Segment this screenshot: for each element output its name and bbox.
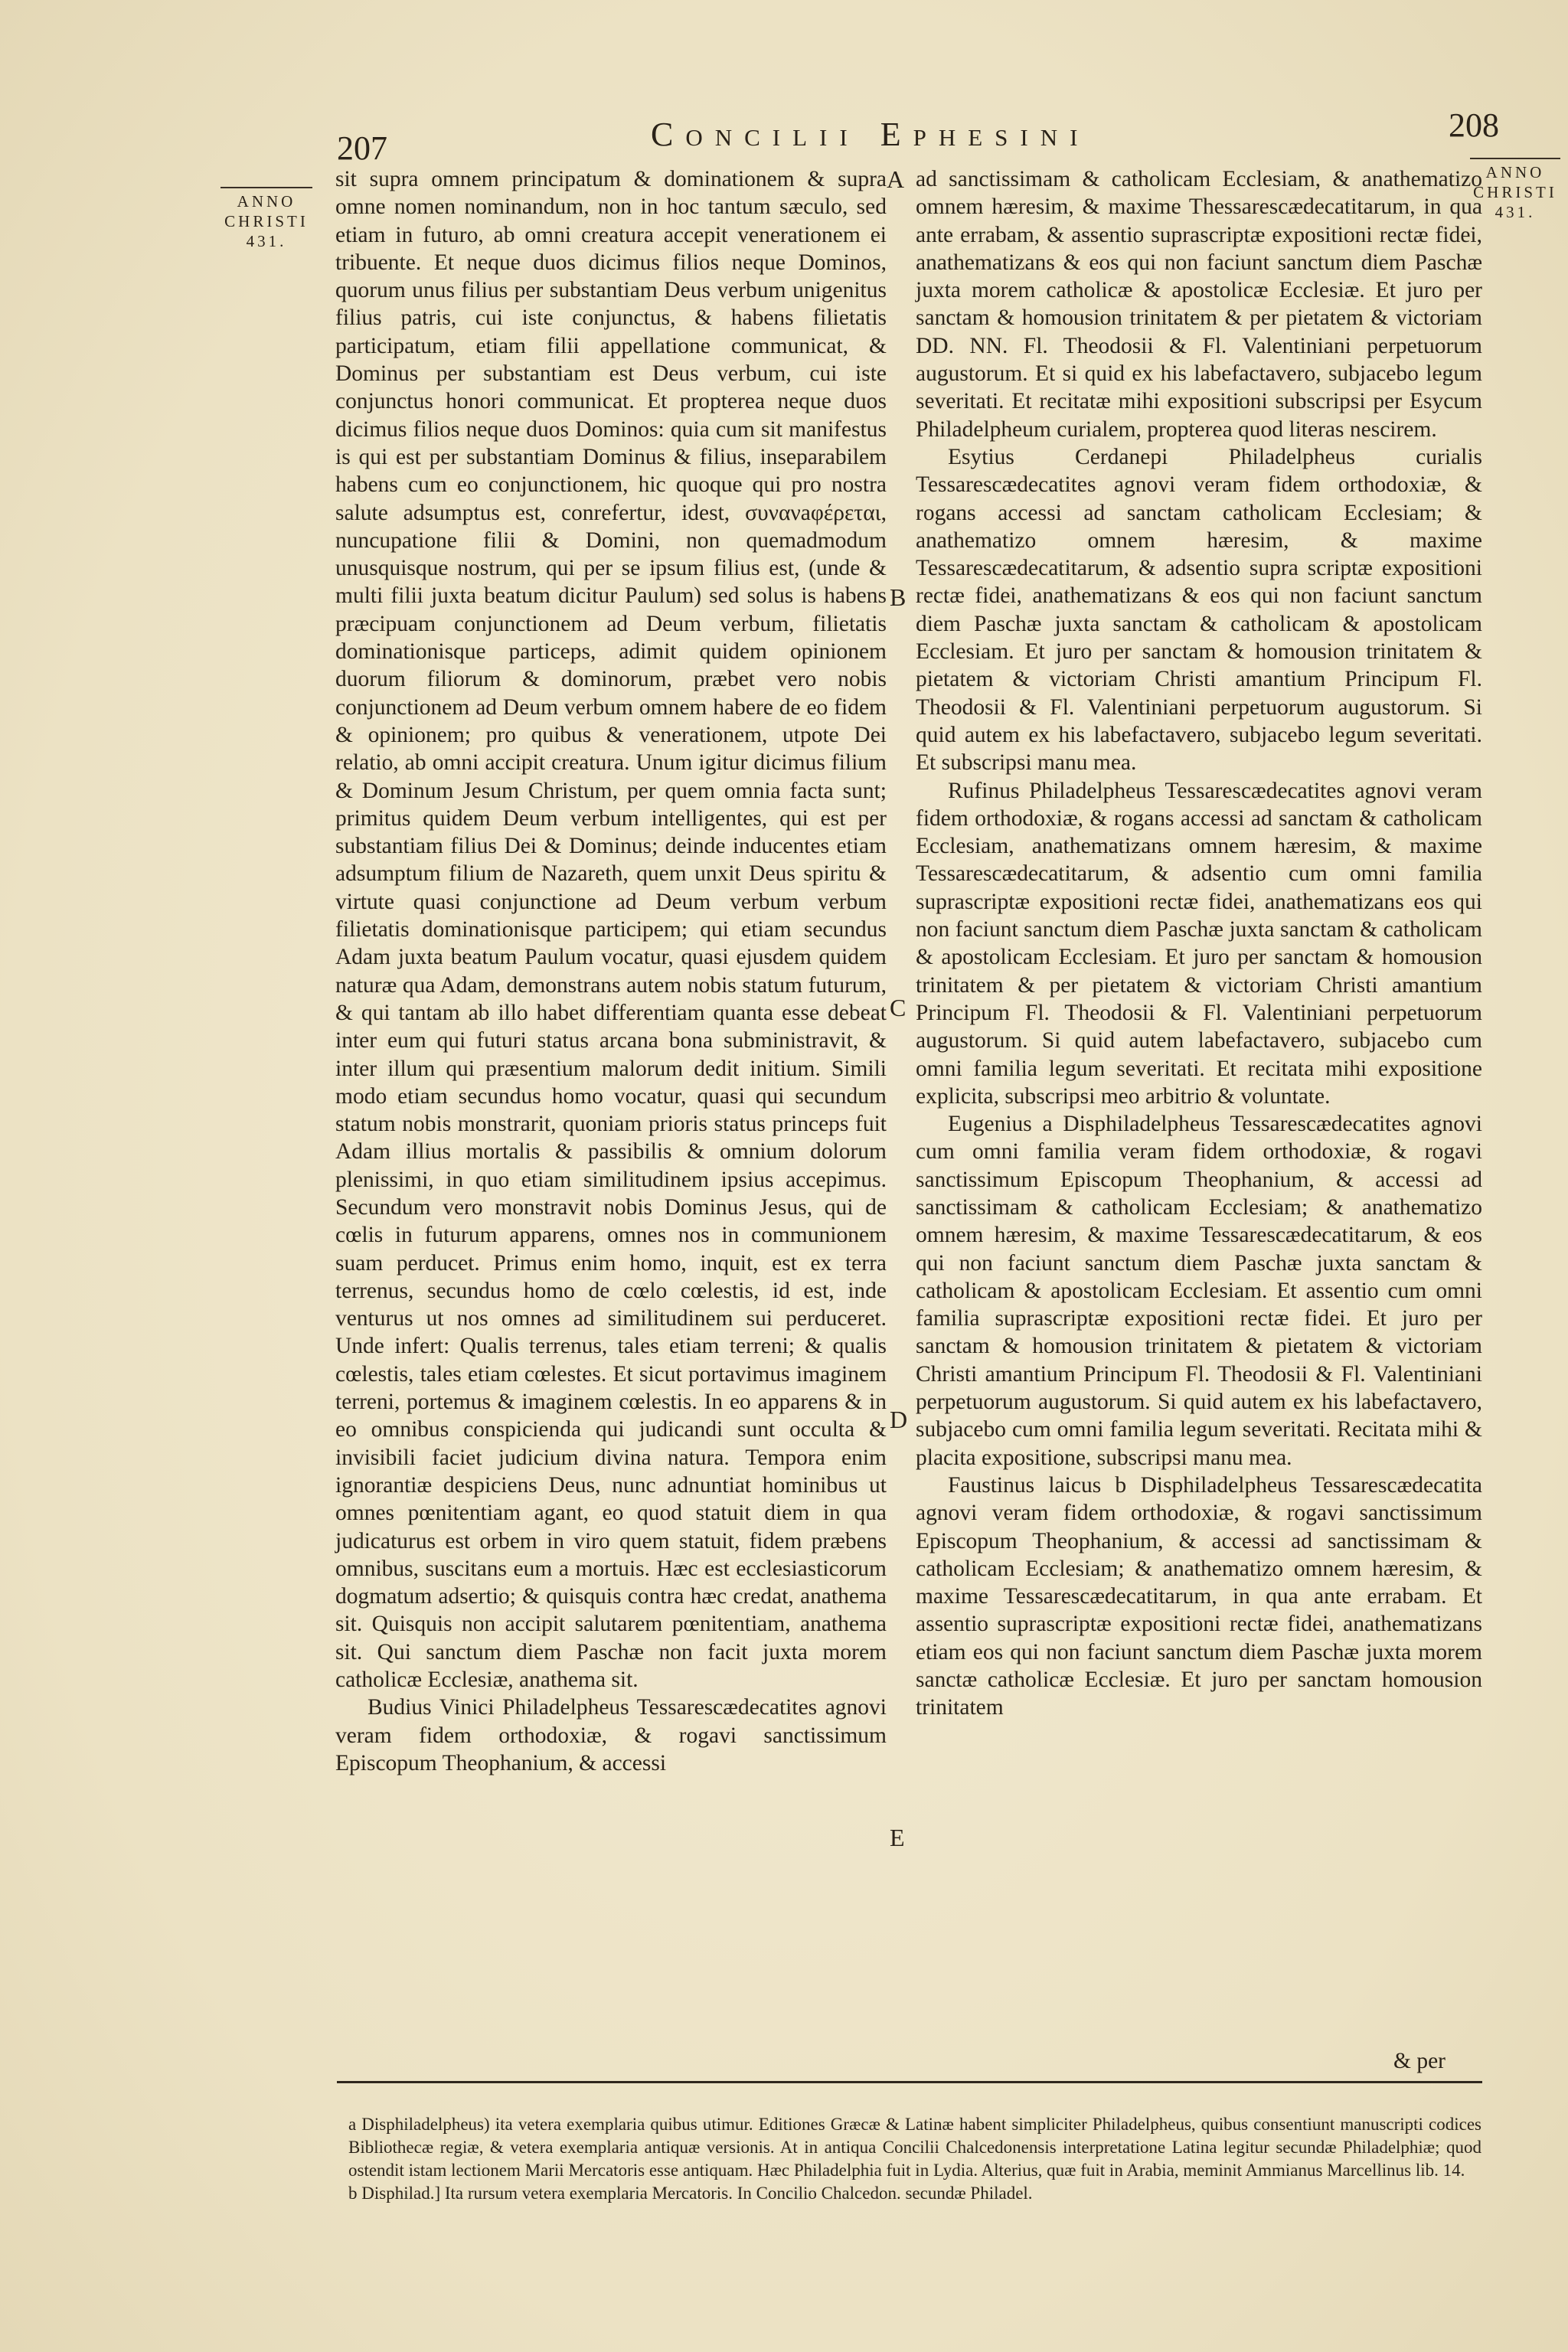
margin-anno: ANNO	[237, 192, 296, 211]
section-letter-c: C	[890, 994, 906, 1021]
paragraph: Rufinus Philadelpheus Tessarescædecatites agnovi veram fidem orthodoxiæ, & rogans accessi ad sanctam & catholicam Ecclesiam, anathematizans omnem hæresim, & maxime Tessarescædecatitarum, & adsentio cum omni familia suprascriptæ expositioni rectæ fidei, anathematizans eos qui non faciunt sanctum diem Paschæ juxta sanctam & catholicam & apostolicam Ecclesiam. Et juro per sanctam & homousion trinitatem & per pietatem & victoriam Christi amantium Principum Fl. Theodosii & Fl. Valentiniani perpetuorum augustorum. Si quid autem labefactavero, subjacebo cum omni familia legum severitati. Et recitata mihi expositione explicita, subscripsi meo arbitrio & voluntate.	[916, 778, 1482, 1109]
section-letter-a: A	[887, 165, 905, 193]
paragraph: Esytius Cerdanepi Philadelpheus curialis Tessarescædecatites agnovi veram fidem orthodoxiæ, & rogans accessi ad sanctam catholicam Ecclesiam; & anathematizo omnem hæresim, & maxime Tessarescædecatitarum, & adsentio supra scriptæ expositioni rectæ fidei, anathematizans & eos qui non faciunt sanctum diem Paschæ juxta sanctam & catholicam & apostolicam Ecclesiam. Et juro per sanctam & homousion trinitatem & pietatem & victoriam Christi amantium Principum Fl. Theodosii & Fl. Valentiniani perpetuorum augustorum. Si quid autem ex his labefactavero, subjacebo legum severitati. Et subscripsi manu mea.	[916, 444, 1482, 776]
right-column	[916, 165, 1482, 1722]
footnote-b: b Disphilad.] Ita rursum vetera exemplaria Mercatoris. In Concilio Chalcedon. secundæ Philadel.	[348, 2184, 1033, 2203]
paragraph: Budius Vinici Philadelpheus Tessarescædecatites agnovi veram fidem orthodoxiæ, & rogavi sanctissimum Episcopum Theophanium, & accessi	[335, 1695, 887, 1775]
margin-year-right	[1470, 158, 1560, 222]
catchword: & per	[1393, 2049, 1446, 2073]
margin-year: 431.	[246, 232, 287, 250]
running-title: Concilii Ephesini	[651, 116, 1090, 153]
section-letter-e: E	[890, 1824, 905, 1851]
paragraph: Eugenius a Disphiladelpheus Tessarescædecatites agnovi cum omni familia veram fidem orthodoxiæ, & rogavi sanctissimum Episcopum Theophanium, & accessi ad sanctissimam & catholicam Ecclesiam; & anathematizo omnem hæresim, & maxime Tessarescædecatitarum, & eos qui non faciunt sanctum diem Paschæ juxta sanctam & catholicam & apostolicam Ecclesiam. Et assentio cum omni familia suprascriptæ expositioni rectæ fidei. Et juro per sanctam & homousion trinitatem & pietatem & victoriam Christi amantium Principum Fl. Theodosii & Fl. Valentiniani perpetuorum augustorum. Si quid autem ex his labefactavero, subjacebo cum omni familia legum severitati. Recitata mihi & placita expositione, subscripsi manu mea.	[916, 1112, 1482, 1470]
margin-christi: CHRISTI	[224, 212, 309, 230]
footnotes	[348, 2113, 1481, 2205]
margin-year: 431.	[1494, 203, 1536, 221]
footnote-divider	[337, 2081, 1482, 2083]
section-letter-b: B	[890, 583, 906, 611]
margin-anno: ANNO	[1485, 163, 1545, 181]
margin-christi: CHRISTI	[1473, 183, 1557, 201]
running-header	[337, 98, 1507, 167]
margin-year-left	[220, 187, 312, 251]
margin-rule	[220, 187, 312, 188]
page-number-left: 207	[337, 129, 387, 167]
section-letter-d: D	[890, 1406, 908, 1433]
paragraph: ad sanctissimam & catholicam Ecclesiam, & anathematizo omnem hæresim, & maxime Thessarescædecatitarum, in qua ante errabam, & assentio suprascriptæ expositioni rectæ fidei, anathematizans & eos qui non faciunt sanctum diem Paschæ juxta morem catholicæ & apostolicæ Ecclesiæ. Et juro per sanctam & homousion trinitatem & per pietatem & victoriam DD. NN. Fl. Theodosii & Fl. Valentiniani perpetuorum augustorum. Et si quid ex his labefactavero, subjacebo legum severitati. Et recitatæ mihi expositioni subscripsi per Esycum Philadelpheum curialem, propterea quod literas nescirem.	[916, 167, 1482, 442]
paragraph: Faustinus laicus b Disphiladelpheus Tessarescædecatita agnovi veram fidem orthodoxiæ, & rogavi sanctissimum Episcopum Theophanium, & accessi ad sanctissimam & catholicam Ecclesiam; & anathematizo omnem hæresim, & maxime Tessarescædecatitarum, in qua ante errabam. Et assentio suprascriptæ expositioni rectæ fidei, anathematizans etiam eos qui non faciunt sanctum diem Paschæ juxta morem sanctæ catholicæ Ecclesiæ. Et juro per sanctam homousion trinitatem	[916, 1472, 1482, 1720]
footnote-a: a Disphiladelpheus) ita vetera exemplaria quibus utimur. Editiones Græcæ & Latinæ habent simpliciter Philadelpheus, quibus consentiunt manuscripti codices Bibliothecæ regiæ, & vetera exemplaria antiquæ versionis. At in antiqua Concilii Chalcedonensis interpretatione Latina legitur secundæ Philadelphiæ; quod ostendit istam lectionem Marii Mercatoris esse antiquam. Hæc Philadelphia fuit in Lydia. Alterius, quæ fuit in Arabia, meminit Ammianus Marcellinus lib. 14.	[348, 2115, 1481, 2180]
paragraph: sit supra omnem principatum & dominationem & supra omne nomen nominandum, non in hoc tantum sæculo, sed etiam in futuro, ab omni creatura accepit venerationem ei tribuente. Et neque duos dicimus filios neque Dominos, quorum unus filius per substantiam Deus verbum unigenitus filius patris, cui iste conjunctus, & habens filietatis participatum, etiam filii appellatione communicat, & Dominus per substantiam est Deus verbum, cui iste conjunctus honori communicat. Et propterea neque duos dicimus filios neque duos Dominos: quia cum sit manifestus is qui est per substantiam Dominus & filius, inseparabilem habens cum eo conjunctionem, hic quoque qui pro nostra salute adsumptus est, conrefertur, idest, συνανaφέρεται, nuncupatione filii & Domini, non quemadmodum unusquisque nostrum, qui per se ipsum filius est, (unde & multi filii juxta beatum dicitur Paulum) sed solus is habens præcipuam conjunctionem ad Deum verbum, filietatis dominationisque particeps, adimit quidem opinionem duorum filiorum & dominorum, præbet vero nobis conjunctionem ad Deum verbum omnem habere de eo fidem & opinionem; pro quibus & venerationem, utpote Dei relatio, ab omni accipit creatura. Unum igitur dicimus filium & Dominum Jesum Christum, per quem omnia facta sunt; primitus quidem Deum verbum intelligentes, qui est per substantiam filius Dei & Dominus; deinde inducentes etiam adsumptum filium de Nazareth, quem unxit Deus spiritu & virtute quasi conjunctione ad Deum verbum verbum filietatis dominationisque participem; qui etiam secundus Adam juxta beatum Paulum vocatur, quasi ejusdem quidem naturæ qua Adam, demonstrans autem nobis statum futurum, & qui tantam ab illo habet differentiam quanta esse debeat inter eum qui futuri status arcana bona subministravit, & inter illum qui præsentium malorum dedit initium. Simili modo etiam secundus homo vocatur, quasi qui secundum statum nobis monstrarit, quoniam prioris status princeps fuit Adam illius mortalis & passibilis & omnium dolorum plenissimi, in quo etiam similitudinem ipsius accepimus. Secundum vero monstravit nobis Dominus Jesus, qui de cœlis in futurum apparens, omnes nos in communionem suam perducet. Primus enim homo, inquit, est ex terra terrenus, secundus homo de cœlo cœlestis, id est, inde venturus ut nos omnes ad similitudinem sui perduceret. Unde infert: Qualis terrenus, tales etiam terreni; & qualis cœlestis, tales etiam cœlestes. Et sicut portavimus imaginem terreni, portemus & imaginem cœlestis. In eo apparens & in eo omnibus conspicienda qui judicandi sunt occulta & invisibili faciet judicium divina natura. Tempora enim ignorantiæ despiciens Deus, nunc adnuntiat hominibus ut omnes pœnitentiam agant, eo quod statuit diem in qua judicaturus est orbem in viro quem statuit, fidem præbens omnibus, suscitans eum a mortuis. Hæc est ecclesiasticorum dogmatum adsertio; & quisquis contra hæc credat, anathema sit. Quisquis non accipit salutarem pœnitentiam, anathema sit. Qui sanctum diem Paschæ non facit juxta morem catholicæ Ecclesiæ, anathema sit.	[335, 167, 887, 1693]
page-number-right: 208	[1449, 106, 1499, 144]
margin-rule	[1470, 158, 1560, 159]
left-column	[335, 165, 887, 1777]
